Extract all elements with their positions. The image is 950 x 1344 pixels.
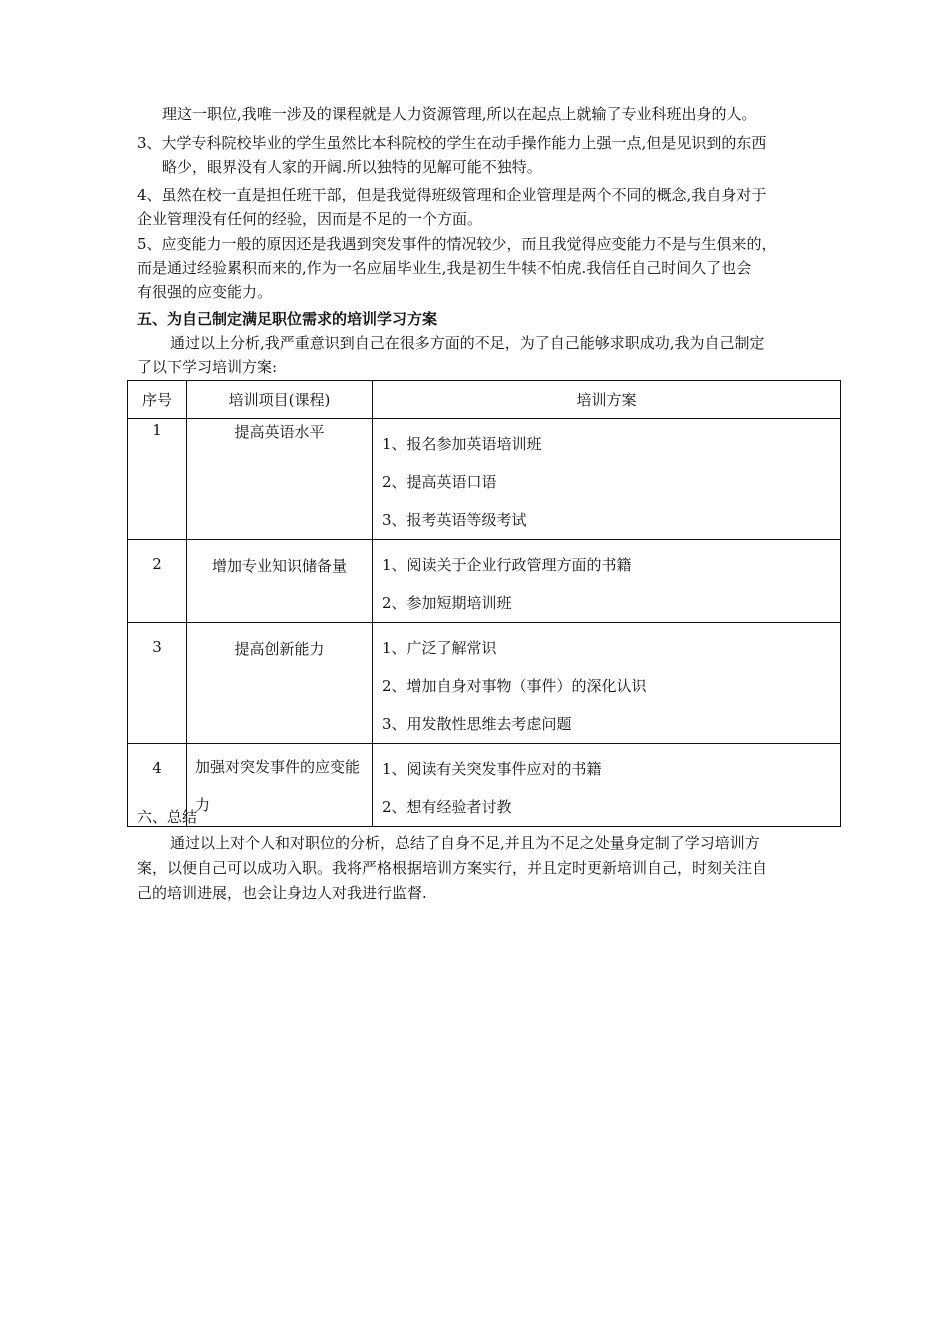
training-item: 提高英语水平 bbox=[234, 423, 325, 441]
table-row bbox=[128, 744, 841, 827]
header-item: 培训项目(课程) bbox=[187, 381, 373, 419]
row-number: 2 bbox=[152, 555, 162, 573]
plan-step: 1、广泛了解常识 bbox=[382, 639, 497, 657]
list-item-5-cont: 而是通过经验累积而来的,作为一名应届毕业生,我是初生牛犊不怕虎.我信任自己时间久了也会 bbox=[137, 259, 752, 277]
section-intro-cont: 了以下学习培训方案: bbox=[137, 358, 278, 376]
training-item: 提高创新能力 bbox=[234, 640, 325, 658]
plan-step: 2、增加自身对事物（事件）的深化认识 bbox=[382, 677, 647, 695]
section-heading-5: 五、为自己制定满足职位需求的培训学习方案 bbox=[137, 310, 438, 328]
training-plan-table bbox=[127, 380, 841, 827]
row-number: 4 bbox=[152, 759, 162, 777]
plan-step: 1、阅读有关突发事件应对的书籍 bbox=[382, 760, 602, 778]
list-item-3: 3、大学专科院校毕业的学生虽然比本科院校的学生在动手操作能力上强一点,但是见识到的东西 bbox=[137, 134, 767, 152]
plan-step: 1、阅读关于企业行政管理方面的书籍 bbox=[382, 556, 632, 574]
plan-step: 3、用发散性思维去考虑问题 bbox=[382, 715, 572, 733]
table-row bbox=[128, 623, 841, 744]
summary-line: 己的培训进展，也会让身边人对我进行监督. bbox=[137, 884, 427, 902]
plan-step: 1、报名参加英语培训班 bbox=[382, 435, 542, 453]
table-header-row bbox=[128, 381, 841, 419]
table-row bbox=[128, 419, 841, 540]
list-item-5: 5、应变能力一般的原因还是我遇到突发事件的情况较少，而且我觉得应变能力不是与生俱来的， bbox=[137, 235, 777, 253]
section-heading-6: 六、总结 bbox=[137, 808, 198, 826]
paragraph-line: 理这一职位,我唯一涉及的课程就是人力资源管理,所以在起点上就输了专业科班出身的人。 bbox=[162, 105, 757, 123]
header-plan: 培训方案 bbox=[373, 381, 841, 419]
list-item-3-cont: 略少，眼界没有人家的开阔.所以独特的见解可能不独特。 bbox=[162, 158, 542, 176]
training-item: 加强对突发事件的应变能力 bbox=[195, 758, 361, 814]
plan-step: 3、报考英语等级考试 bbox=[382, 511, 527, 529]
plan-step: 2、提高英语口语 bbox=[382, 473, 497, 491]
training-item: 增加专业知识储备量 bbox=[211, 557, 347, 575]
list-item-4-cont: 企业管理没有任何的经验，因而是不足的一个方面。 bbox=[137, 210, 483, 228]
header-no: 序号 bbox=[128, 381, 187, 419]
summary-line: 案，以便自己可以成功入职。我将严格根据培训方案实行，并且定时更新培训自己，时刻关注自 bbox=[137, 859, 768, 877]
summary-line: 通过以上对个人和对职位的分析，总结了自身不足,并且为不足之处量身定制了学习培训方 bbox=[170, 834, 760, 852]
section-intro: 通过以上分析,我严重意识到自己在很多方面的不足，为了自己能够求职成功,我为自己制定 bbox=[170, 334, 765, 352]
row-number: 1 bbox=[152, 421, 162, 439]
plan-step: 2、想有经验者讨教 bbox=[382, 798, 512, 816]
list-item-4: 4、虽然在校一直是担任班干部，但是我觉得班级管理和企业管理是两个不同的概念,我自身对于 bbox=[137, 186, 767, 204]
row-number: 3 bbox=[152, 638, 162, 656]
list-item-5-cont: 有很强的应变能力。 bbox=[137, 283, 273, 301]
plan-step: 2、参加短期培训班 bbox=[382, 594, 512, 612]
table-row bbox=[128, 540, 841, 623]
